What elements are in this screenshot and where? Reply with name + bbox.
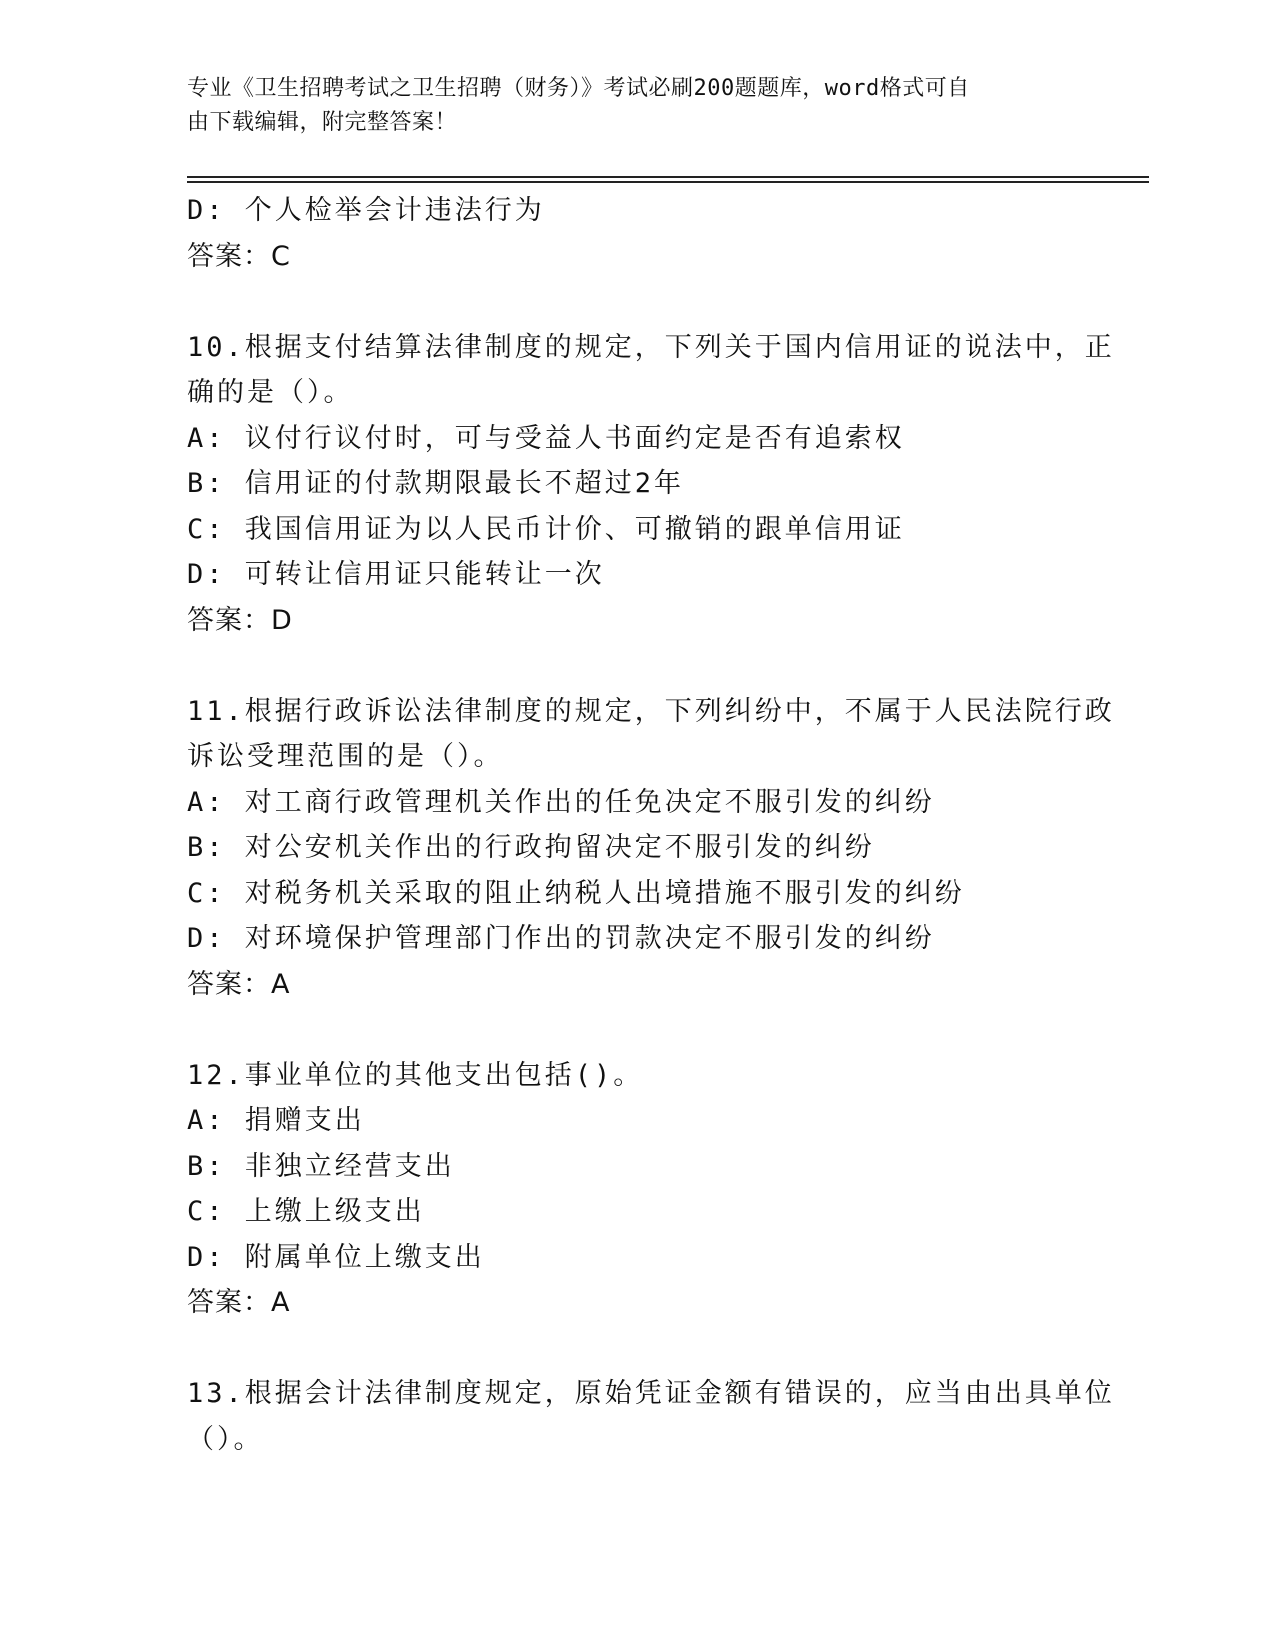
question-stem-continued: 确的是（）。 (187, 377, 354, 408)
question-10 (187, 325, 1115, 644)
option-d: D: 个人检举会计违法行为 (187, 195, 545, 226)
option-b: B: 信用证的付款期限最长不超过2年 (187, 468, 685, 499)
header-title-line-2: 由下载编辑，附完整答案！ (187, 110, 458, 135)
option-d: D: 可转让信用证只能转让一次 (187, 559, 605, 590)
question-list (187, 188, 1115, 1462)
option-b: B: 非独立经营支出 (187, 1150, 455, 1182)
option-c: C: 对税务机关采取的阻止纳税人出境措施不服引发的纠纷 (187, 877, 965, 909)
header-title-line-1: 专业《卫生招聘考试之卫生招聘（财务）》考试必刷200题题库，word格式可自 (187, 76, 970, 101)
question-12 (187, 1053, 1067, 1326)
spacer (187, 1007, 1067, 1053)
header-divider-top (187, 176, 1149, 178)
option-d: D: 对环境保护管理部门作出的罚款决定不服引发的纠纷 (187, 923, 935, 954)
question-stem: 12.事业单位的其他支出包括()。 (187, 1059, 644, 1091)
header-divider-bottom (187, 181, 1149, 183)
spacer (187, 643, 1067, 689)
spacer (187, 1326, 1067, 1372)
answer-line: 答案：C (187, 240, 291, 272)
question-stem: 13.根据会计法律制度规定，原始凭证金额有错误的，应当由出具单位 (187, 1378, 1115, 1409)
question-stem-continued: （）。 (187, 1423, 264, 1455)
option-b: B: 对公安机关作出的行政拘留决定不服引发的纠纷 (187, 832, 875, 863)
option-a: A: 议付行议付时，可与受益人书面约定是否有追索权 (187, 422, 905, 454)
question-13 (187, 1371, 1115, 1462)
option-d: D: 附属单位上缴支出 (187, 1241, 485, 1273)
question-stem: 11.根据行政诉讼法律制度的规定，下列纠纷中，不属于人民法院行政 (187, 695, 1115, 727)
option-c: C: 上缴上级支出 (187, 1196, 425, 1227)
spacer (187, 279, 1067, 325)
question-stem: 10.根据支付结算法律制度的规定，下列关于国内信用证的说法中，正 (187, 331, 1115, 363)
option-c: C: 我国信用证为以人民币计价、可撤销的跟单信用证 (187, 513, 905, 545)
question-9-tail (187, 188, 1067, 279)
answer-line: 答案：A (187, 968, 291, 1000)
answer-line: 答案：D (187, 604, 293, 636)
question-stem-continued: 诉讼受理范围的是（）。 (187, 741, 504, 772)
option-a: A: 捐赠支出 (187, 1105, 365, 1136)
option-a: A: 对工商行政管理机关作出的任免决定不服引发的纠纷 (187, 786, 935, 818)
answer-line: 答案：A (187, 1287, 291, 1318)
question-11 (187, 689, 1115, 1008)
document-header (187, 72, 1067, 140)
